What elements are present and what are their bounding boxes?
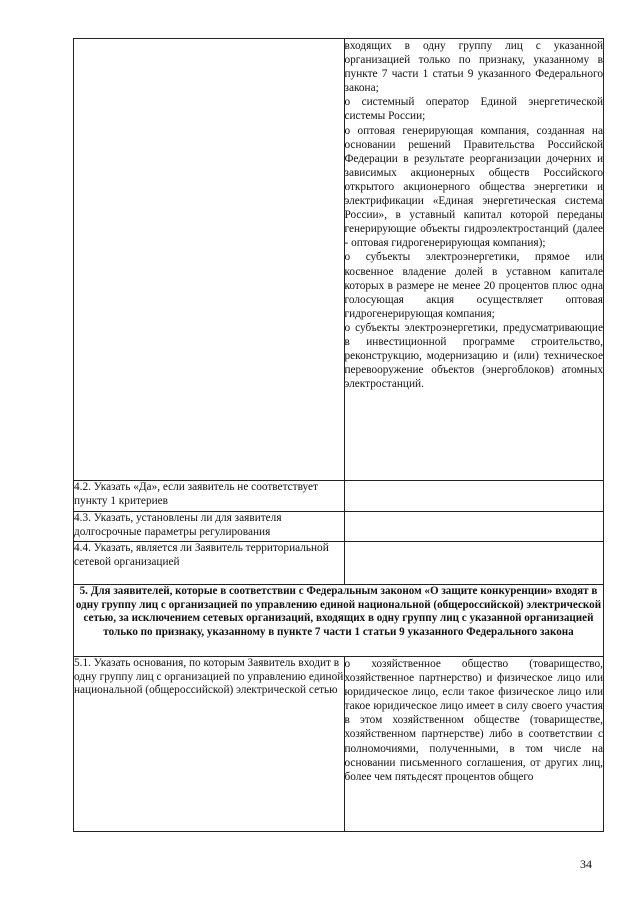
list-item-text: o субъекты электроэнергетики, предусматривающие в инвестиционной программе строительство, реконструкцию, модернизацию и (или) техническое перевооружение объектов (энергоблоков) атомных электростанций. xyxy=(344,321,603,391)
table-cell-left xyxy=(74,512,345,542)
row-4-4-label: 4.4. Указать, является ли Заявитель территориальной сетевой организацией xyxy=(74,542,329,568)
page-number: 34 xyxy=(580,857,592,871)
table-row xyxy=(74,585,604,657)
table-cell-right xyxy=(344,542,604,585)
table-cell-right xyxy=(344,39,604,481)
list-item-text: o субъекты электроэнергетики, прямое или косвенное владение долей в уставном капитале которых в размере не менее 20 процентов плюс одна голосующая акция осуществляет оптовая гидрогенерирующая компания; xyxy=(344,251,603,320)
table-row xyxy=(74,481,604,512)
criteria-table xyxy=(73,38,604,832)
table-row xyxy=(74,657,604,832)
row-4-2-label: 4.2. Указать «Да», если заявитель не соответствует пункту 1 критериев xyxy=(74,481,318,507)
table-cell-right xyxy=(344,512,604,542)
row-4-3-label: 4.3. Указать, установлены ли для заявителя долгосрочные параметры регулирования xyxy=(74,512,282,538)
table-cell-left xyxy=(74,657,345,832)
list-item-text: o системный оператор Единой энергетической системы России; xyxy=(344,96,603,123)
list-item-text: o оптовая генерирующая компания, созданная на основании решений Правительства Российской Федерации в результате реорганизации дочерних и зависимых акционерных обществ Российского открытого акционерного общества энергетики и электрификации «Единая энергетическая система России», в уставный капитал которой переданы генерирующие объекты гидроэлектростанций (далее - оптовая гидрогенерирующая компания); xyxy=(344,124,603,250)
table-cell-right xyxy=(344,481,604,512)
table-row xyxy=(74,542,604,585)
table-cell-left xyxy=(74,39,345,481)
table-row xyxy=(74,39,604,481)
list-item-text: входящих в одну группу лиц с указанной организацией только по признаку, указанному в пункте 7 части 1 статьи 9 указанного Федерального закона; xyxy=(344,40,603,95)
table-cell-left xyxy=(74,481,345,512)
table-cell-left xyxy=(74,542,345,585)
table-row xyxy=(74,512,604,542)
section-heading-cell xyxy=(74,585,604,657)
row-5-1-label: 5.1. Указать основания, по которым Заявитель входит в одну группу лиц с организацией по управлению единой национальной (общероссийской) электрической сетью xyxy=(74,657,344,697)
list-item-text: o хозяйственное общество (товарищество, хозяйственное партнерство) и физическое лицо или юридическое лицо, если такое физическое лицо или такое юридическое лицо имеет в силу своего участия в этом хозяйственном обществе (товариществе, хозяйственном партнерстве) либо в соответствии с полномочиями, полученными, в том числе на основании письменного соглашения, от других лиц, более чем пятьдесят процентов общего xyxy=(344,658,603,783)
section-5-title: 5. Для заявителей, которые в соответствии с Федеральным законом «О защите конкуренции» входят в одну группу лиц с организацией по управлению единой национальной (общероссийской) электрической сетью, за исключением сетевых организаций, входящих в одну группу лиц с указанной организацией только по признаку, указанному в пункте 7 части 1 статьи 9 указанного Федерального закона xyxy=(75,585,602,638)
table-cell-right xyxy=(344,657,604,832)
